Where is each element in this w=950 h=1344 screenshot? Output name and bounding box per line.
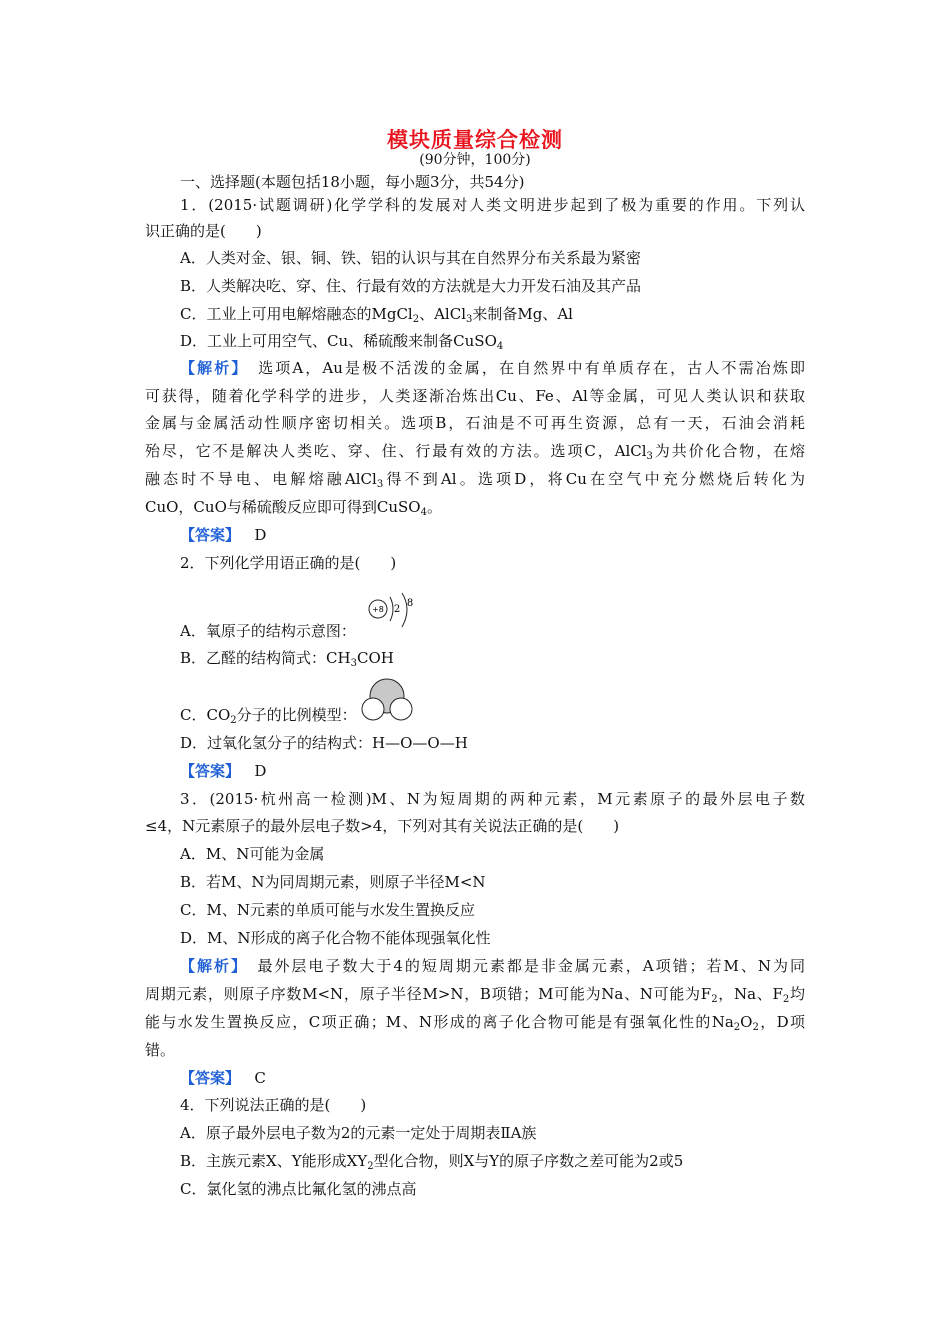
q3-analysis-line4: 错。 — [145, 1041, 176, 1059]
q4-option-b: B．主族元素X、Y能形成$XY_2$型化合物，则X与Y的原子序数之差可能为2或5 — [180, 1152, 684, 1172]
q1-analysis-line6: CuO，CuO与稀硫酸反应即可得到CuSO$_4$。 — [145, 498, 442, 518]
page-subtitle: (90分钟，100分) — [419, 152, 531, 168]
q2-option-b: B．乙醛的结构简式：$CH_3COH$ — [180, 649, 394, 669]
q3-analysis-line2: 周期元素，则原子序数M<N，原子半径M>N，B项错；M可能为Na、N可能为$F_2$，Na、$F_2$均 — [145, 985, 805, 1005]
analysis-tag: 【解析】 — [180, 957, 241, 975]
q2-option-d: D．过氧化氢分子的结构式：H—O—O—H — [180, 734, 468, 752]
q1-option-c: C．工业上可用电解熔融态的MgCl$_2$、AlCl$_3$来制备Mg、Al — [180, 305, 573, 325]
q3-answer: 【答案】 C — [180, 1069, 266, 1087]
q3-option-a: A．M、N可能为金属 — [180, 845, 325, 863]
q1-analysis-line1: 【解析】 选项A，Au是极不活泼的金属，在自然界中有单质存在，古人不需冶炼即 — [180, 359, 805, 377]
answer-tag: 【答案】 — [180, 526, 241, 544]
diagram-shell-arc-1 — [390, 597, 393, 621]
q1-option-b: B．人类解决吃、穿、住、行最有效的方法就是大力开发石油及其产品 — [180, 277, 642, 295]
analysis-tag: 【解析】 — [180, 359, 241, 377]
q3-analysis-line3: 能与水发生置换反应，C项正确；M、N形成的离子化合物可能是有强氧化性的$Na_2O_2$，D项 — [145, 1013, 805, 1033]
q4-stem: 4．下列说法正确的是( ) — [180, 1096, 367, 1114]
q3-option-b: B．若M、N为同周期元素，则原子半径M<N — [180, 873, 486, 891]
q1-analysis-line3: 金属与金属活动性顺序密切相关。选项B，石油是不可再生资源，总有一天，石油会消耗 — [145, 414, 805, 432]
q4-option-c: C．氯化氢的沸点比氟化氢的沸点高 — [180, 1180, 417, 1198]
page-title: 模块质量综合检测 — [387, 128, 563, 152]
answer-tag: 【答案】 — [180, 762, 241, 780]
q3-option-d: D．M、N形成的离子化合物不能体现强氧化性 — [180, 929, 491, 947]
q1-analysis-line2: 可获得，随着化学科学的进步，人类逐渐冶炼出Cu、Fe、Al等金属，可见人类认识和获取 — [145, 387, 805, 405]
q1-stem-line1: 1．(2015·试题调研)化学学科的发展对人类文明进步起到了极为重要的作用。下列认 — [180, 196, 805, 214]
answer-tag: 【答案】 — [180, 1069, 241, 1087]
q1-analysis-line4: 殆尽，它不是解决人类吃、穿、住、行最有效的方法。选项C，AlCl$_3$为共价化合物，在熔 — [145, 442, 805, 462]
q3-stem-line2: ≤4，N元素原子的最外层电子数>4，下列对其有关说法正确的是( ) — [145, 817, 620, 835]
q1-analysis-line5: 融态时不导电、电解熔融AlCl$_3$得不到Al。选项D，将Cu在空气中充分燃烧后转化为 — [145, 470, 806, 490]
q4-option-a: A．原子最外层电子数为2的元素一定处于周期表ⅡA族 — [180, 1124, 537, 1142]
q3-stem-line1: 3．(2015·杭州高一检测)M、N为短周期的两种元素，M元素原子的最外层电子数 — [180, 790, 805, 808]
q2-option-c: C．$CO_2$分子的比例模型： — [180, 706, 357, 726]
q3-analysis-line1: 【解析】 最外层电子数大于4的短周期元素都是非金属元素，A项错；若M、N为同 — [180, 957, 805, 975]
section-heading: 一、选择题(本题包括18小题，每小题3分，共54分) — [180, 173, 525, 191]
diagram-nucleus-label: +8 — [372, 605, 384, 614]
oxygen-atom-structure-diagram — [366, 591, 424, 635]
q1-stem-line2: 识正确的是( ) — [145, 222, 262, 240]
co2-space-filling-model — [358, 675, 416, 723]
q2-stem: 2．下列化学用语正确的是( ) — [180, 554, 397, 572]
diagram-shell1-label: 2 — [393, 604, 401, 615]
q1-answer: 【答案】 D — [180, 526, 267, 544]
q1-option-a: A．人类对金、银、铜、铁、铝的认识与其在自然界分布关系最为紧密 — [180, 249, 641, 267]
q2-option-a: A．氧原子的结构示意图： — [180, 622, 356, 640]
diagram-shell2-label: 8 — [406, 598, 414, 609]
q2-answer: 【答案】 D — [180, 762, 267, 780]
q3-option-c: C．M、N元素的单质可能与水发生置换反应 — [180, 901, 475, 919]
q1-option-d: D．工业上可用空气、Cu、稀硫酸来制备CuSO$_4$ — [180, 332, 504, 352]
